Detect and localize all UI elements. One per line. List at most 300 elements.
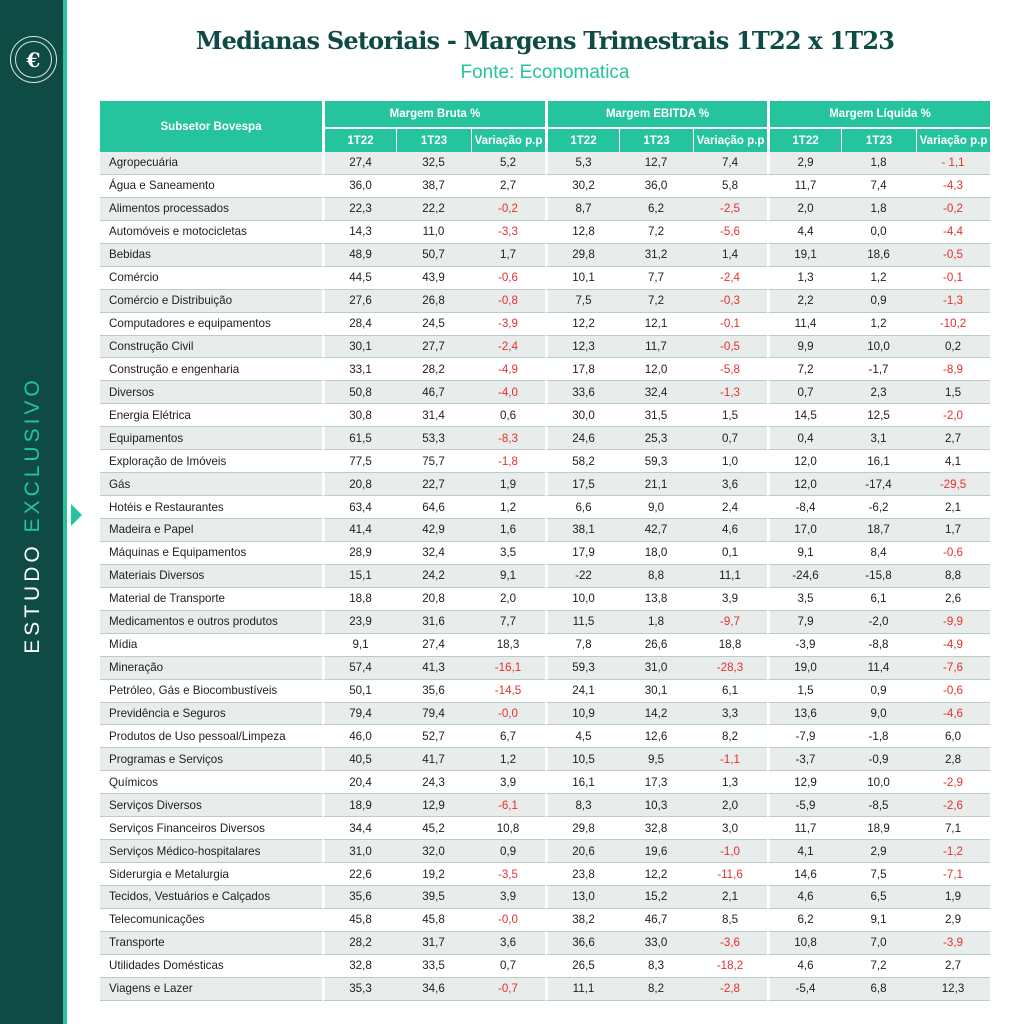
value-cell: 32,4 <box>396 542 471 565</box>
value-cell: -5,9 <box>767 794 841 817</box>
variation-cell: -8,9 <box>916 358 990 381</box>
value-cell: 12,5 <box>841 404 916 427</box>
table-row <box>100 634 990 657</box>
value-cell: 6,1 <box>841 588 916 611</box>
variation-cell: 1,5 <box>693 404 767 427</box>
value-cell: 8,2 <box>619 978 693 1001</box>
variation-cell: 6,0 <box>916 725 990 748</box>
value-cell: 50,8 <box>322 381 396 404</box>
sector-name-cell: Mineração <box>100 657 322 680</box>
value-cell: 27,7 <box>396 336 471 359</box>
variation-cell: 2,6 <box>916 588 990 611</box>
table-row <box>100 886 990 909</box>
value-cell: 3,5 <box>767 588 841 611</box>
value-cell: 28,2 <box>396 358 471 381</box>
variation-cell: 1,3 <box>693 771 767 794</box>
value-cell: 36,6 <box>545 932 619 955</box>
value-cell: 59,3 <box>619 450 693 473</box>
variation-cell: -4,6 <box>916 703 990 726</box>
variation-cell: -2,9 <box>916 771 990 794</box>
table-row <box>100 244 990 267</box>
variation-cell: 0,7 <box>471 955 545 978</box>
value-cell: 1,5 <box>767 680 841 703</box>
value-cell: 58,2 <box>545 450 619 473</box>
variation-cell: -2,4 <box>471 336 545 359</box>
variation-cell: 3,6 <box>471 932 545 955</box>
variation-cell: -1,0 <box>693 840 767 863</box>
table-row <box>100 175 990 198</box>
sector-name-cell: Água e Saneamento <box>100 175 322 198</box>
value-cell: 22,3 <box>322 198 396 221</box>
table-body <box>100 152 990 1001</box>
variation-cell: 0,2 <box>916 336 990 359</box>
value-cell: 10,5 <box>545 748 619 771</box>
value-cell: 43,9 <box>396 267 471 290</box>
value-cell: 30,0 <box>545 404 619 427</box>
value-cell: 18,9 <box>322 794 396 817</box>
variation-cell: 6,7 <box>471 725 545 748</box>
variation-cell: 0,6 <box>471 404 545 427</box>
variation-cell: 1,2 <box>471 748 545 771</box>
value-cell: -8,5 <box>841 794 916 817</box>
variation-cell: 0,9 <box>471 840 545 863</box>
variation-cell: 5,2 <box>471 152 545 175</box>
variation-cell: 2,7 <box>471 175 545 198</box>
table-row <box>100 978 990 1001</box>
value-cell: 4,6 <box>767 886 841 909</box>
value-cell: 5,3 <box>545 152 619 175</box>
value-cell: 24,5 <box>396 313 471 336</box>
value-cell: 6,5 <box>841 886 916 909</box>
value-cell: 9,0 <box>619 496 693 519</box>
sector-name-cell: Medicamentos e outros produtos <box>100 611 322 634</box>
sector-name-cell: Exploração de Imóveis <box>100 450 322 473</box>
value-cell: 13,8 <box>619 588 693 611</box>
value-cell: 34,6 <box>396 978 471 1001</box>
value-cell: 30,1 <box>322 336 396 359</box>
variation-cell: -0,6 <box>916 680 990 703</box>
value-cell: 19,2 <box>396 863 471 886</box>
value-cell: 36,0 <box>619 175 693 198</box>
variation-cell: -0,1 <box>916 267 990 290</box>
variation-cell: -2,8 <box>693 978 767 1001</box>
value-cell: -3,9 <box>767 634 841 657</box>
sector-name-cell: Hotéis e Restaurantes <box>100 496 322 519</box>
table-row <box>100 794 990 817</box>
variation-cell: -0,0 <box>471 909 545 932</box>
value-cell: 12,0 <box>767 473 841 496</box>
table-row <box>100 909 990 932</box>
variation-cell: 12,3 <box>916 978 990 1001</box>
table-row <box>100 336 990 359</box>
sector-name-cell: Bebidas <box>100 244 322 267</box>
variation-cell: 5,8 <box>693 175 767 198</box>
variation-cell: -2,4 <box>693 267 767 290</box>
variation-cell: 2,0 <box>693 794 767 817</box>
col-header: 1T23 <box>619 127 693 152</box>
value-cell: 29,8 <box>545 244 619 267</box>
table-row <box>100 725 990 748</box>
value-cell: 45,8 <box>322 909 396 932</box>
value-cell: 12,6 <box>619 725 693 748</box>
sector-name-cell: Produtos de Uso pessoal/Limpeza <box>100 725 322 748</box>
sector-name-cell: Programas e Serviços <box>100 748 322 771</box>
value-cell: 52,7 <box>396 725 471 748</box>
variation-cell: 2,0 <box>471 588 545 611</box>
variation-cell: -6,1 <box>471 794 545 817</box>
value-cell: 10,8 <box>767 932 841 955</box>
variation-cell: -4,0 <box>471 381 545 404</box>
variation-cell: 1,4 <box>693 244 767 267</box>
value-cell: 10,9 <box>545 703 619 726</box>
sector-name-cell: Computadores e equipamentos <box>100 313 322 336</box>
value-cell: 10,1 <box>545 267 619 290</box>
variation-cell: -2,0 <box>916 404 990 427</box>
variation-cell: 18,3 <box>471 634 545 657</box>
variation-cell: 1,7 <box>916 519 990 542</box>
value-cell: 31,6 <box>396 611 471 634</box>
value-cell: 11,7 <box>767 817 841 840</box>
sector-name-cell: Agropecuária <box>100 152 322 175</box>
brand-logo <box>10 36 57 83</box>
value-cell: 33,6 <box>545 381 619 404</box>
value-cell: 8,3 <box>619 955 693 978</box>
value-cell: 12,9 <box>767 771 841 794</box>
sector-name-cell: Siderurgia e Metalurgia <box>100 863 322 886</box>
sidebar-label-main: ESTUDO <box>21 532 44 654</box>
value-cell: 7,0 <box>841 932 916 955</box>
margins-table <box>100 101 990 1001</box>
sector-name-cell: Construção e engenharia <box>100 358 322 381</box>
col-header: 1T22 <box>767 127 841 152</box>
value-cell: 30,1 <box>619 680 693 703</box>
value-cell: 7,2 <box>619 221 693 244</box>
sector-name-cell: Viagens e Lazer <box>100 978 322 1001</box>
value-cell: 12,7 <box>619 152 693 175</box>
value-cell: 2,9 <box>841 840 916 863</box>
value-cell: 7,5 <box>841 863 916 886</box>
sidebar-arrow-icon <box>71 504 82 526</box>
value-cell: 14,2 <box>619 703 693 726</box>
value-cell: 32,0 <box>396 840 471 863</box>
variation-cell: 3,9 <box>471 771 545 794</box>
variation-cell: 0,7 <box>693 427 767 450</box>
col-header: 1T23 <box>841 127 916 152</box>
variation-cell: 2,7 <box>916 427 990 450</box>
sidebar <box>0 0 67 1024</box>
table-row <box>100 680 990 703</box>
variation-cell: 9,1 <box>471 565 545 588</box>
variation-cell: 3,3 <box>693 703 767 726</box>
value-cell: 27,4 <box>396 634 471 657</box>
sector-name-cell: Gás <box>100 473 322 496</box>
page-title: Medianas Setoriais - Margens Trimestrais 1T22 x 1T23 <box>195 26 895 55</box>
value-cell: 45,2 <box>396 817 471 840</box>
value-cell: 41,7 <box>396 748 471 771</box>
variation-cell: -0,3 <box>693 290 767 313</box>
variation-cell: -3,3 <box>471 221 545 244</box>
value-cell: 12,3 <box>545 336 619 359</box>
variation-cell: 1,9 <box>471 473 545 496</box>
variation-cell: 3,5 <box>471 542 545 565</box>
value-cell: 1,8 <box>619 611 693 634</box>
sector-name-cell: Utilidades Domésticas <box>100 955 322 978</box>
value-cell: 11,1 <box>545 978 619 1001</box>
value-cell: 0,0 <box>841 221 916 244</box>
value-cell: 9,1 <box>322 634 396 657</box>
value-cell: 12,2 <box>545 313 619 336</box>
value-cell: 24,6 <box>545 427 619 450</box>
value-cell: 29,8 <box>545 817 619 840</box>
value-cell: 7,9 <box>767 611 841 634</box>
sector-name-cell: Material de Transporte <box>100 588 322 611</box>
value-cell: 17,5 <box>545 473 619 496</box>
sector-name-cell: Comércio e Distribuição <box>100 290 322 313</box>
table-row <box>100 473 990 496</box>
value-cell: -6,2 <box>841 496 916 519</box>
variation-cell: 2,8 <box>916 748 990 771</box>
value-cell: 12,0 <box>619 358 693 381</box>
variation-cell: 8,5 <box>693 909 767 932</box>
value-cell: 10,0 <box>841 771 916 794</box>
variation-cell: -4,9 <box>471 358 545 381</box>
value-cell: 6,8 <box>841 978 916 1001</box>
sector-name-cell: Transporte <box>100 932 322 955</box>
value-cell: 1,8 <box>841 152 916 175</box>
value-cell: 7,4 <box>841 175 916 198</box>
value-cell: 20,4 <box>322 771 396 794</box>
value-cell: 17,0 <box>767 519 841 542</box>
value-cell: 26,8 <box>396 290 471 313</box>
value-cell: 31,4 <box>396 404 471 427</box>
value-cell: 31,0 <box>322 840 396 863</box>
variation-cell: -18,2 <box>693 955 767 978</box>
variation-cell: -29,5 <box>916 473 990 496</box>
variation-cell: -3,9 <box>471 313 545 336</box>
variation-cell: -7,6 <box>916 657 990 680</box>
value-cell: 13,6 <box>767 703 841 726</box>
value-cell: 26,5 <box>545 955 619 978</box>
value-cell: 16,1 <box>841 450 916 473</box>
variation-cell: -16,1 <box>471 657 545 680</box>
value-cell: 11,0 <box>396 221 471 244</box>
value-cell: 31,2 <box>619 244 693 267</box>
variation-cell: -1,1 <box>693 748 767 771</box>
variation-cell: -0,2 <box>471 198 545 221</box>
value-cell: 32,5 <box>396 152 471 175</box>
value-cell: 15,1 <box>322 565 396 588</box>
value-cell: 38,1 <box>545 519 619 542</box>
value-cell: 44,5 <box>322 267 396 290</box>
value-cell: 0,7 <box>767 381 841 404</box>
table-row <box>100 427 990 450</box>
variation-cell: -2,6 <box>916 794 990 817</box>
sector-name-cell: Energia Elétrica <box>100 404 322 427</box>
value-cell: 7,2 <box>767 358 841 381</box>
group-header-ebitda: Margem EBITDA % <box>545 101 767 127</box>
variation-cell: 3,9 <box>693 588 767 611</box>
value-cell: 2,3 <box>841 381 916 404</box>
sector-name-cell: Máquinas e Equipamentos <box>100 542 322 565</box>
variation-cell: 1,5 <box>916 381 990 404</box>
variation-cell: -0,5 <box>693 336 767 359</box>
value-cell: 22,7 <box>396 473 471 496</box>
value-cell: 15,2 <box>619 886 693 909</box>
value-cell: 23,8 <box>545 863 619 886</box>
table-row <box>100 198 990 221</box>
variation-cell: -2,5 <box>693 198 767 221</box>
value-cell: 3,1 <box>841 427 916 450</box>
value-cell: 19,1 <box>767 244 841 267</box>
value-cell: 38,7 <box>396 175 471 198</box>
value-cell: 0,9 <box>841 290 916 313</box>
variation-cell: -11,6 <box>693 863 767 886</box>
value-cell: 22,6 <box>322 863 396 886</box>
value-cell: 9,1 <box>841 909 916 932</box>
value-cell: 79,4 <box>322 703 396 726</box>
value-cell: 50,1 <box>322 680 396 703</box>
value-cell: 4,5 <box>545 725 619 748</box>
variation-cell: 4,1 <box>916 450 990 473</box>
table-row <box>100 932 990 955</box>
value-cell: 20,6 <box>545 840 619 863</box>
value-cell: 12,9 <box>396 794 471 817</box>
value-cell: 7,2 <box>841 955 916 978</box>
value-cell: 31,0 <box>619 657 693 680</box>
variation-cell: 1,7 <box>471 244 545 267</box>
variation-cell: -7,1 <box>916 863 990 886</box>
sector-name-cell: Químicos <box>100 771 322 794</box>
value-cell: 57,4 <box>322 657 396 680</box>
value-cell: 10,0 <box>841 336 916 359</box>
value-cell: 19,0 <box>767 657 841 680</box>
value-cell: 21,1 <box>619 473 693 496</box>
euro-icon: € <box>15 41 52 78</box>
value-cell: 46,7 <box>619 909 693 932</box>
variation-cell: 6,1 <box>693 680 767 703</box>
value-cell: 61,5 <box>322 427 396 450</box>
value-cell: 11,7 <box>619 336 693 359</box>
variation-cell: -0,5 <box>916 244 990 267</box>
value-cell: 17,3 <box>619 771 693 794</box>
value-cell: 25,3 <box>619 427 693 450</box>
sector-header: Subsetor Bovespa <box>100 101 322 152</box>
table-row <box>100 703 990 726</box>
value-cell: 0,4 <box>767 427 841 450</box>
variation-cell: -0,1 <box>693 313 767 336</box>
variation-cell: -9,7 <box>693 611 767 634</box>
value-cell: 14,6 <box>767 863 841 886</box>
value-cell: 46,7 <box>396 381 471 404</box>
value-cell: 7,7 <box>619 267 693 290</box>
variation-cell: -4,9 <box>916 634 990 657</box>
variation-cell: 7,1 <box>916 817 990 840</box>
value-cell: 6,2 <box>767 909 841 932</box>
variation-cell: -0,0 <box>471 703 545 726</box>
sector-name-cell: Telecomunicações <box>100 909 322 932</box>
value-cell: 12,8 <box>545 221 619 244</box>
page-subtitle: Fonte: Economatica <box>460 62 630 83</box>
value-cell: 34,4 <box>322 817 396 840</box>
variation-cell: 2,4 <box>693 496 767 519</box>
value-cell: 7,5 <box>545 290 619 313</box>
variation-cell: -10,2 <box>916 313 990 336</box>
value-cell: 63,4 <box>322 496 396 519</box>
col-header: 1T23 <box>396 127 471 152</box>
sector-name-cell: Madeira e Papel <box>100 519 322 542</box>
value-cell: 14,5 <box>767 404 841 427</box>
value-cell: 46,0 <box>322 725 396 748</box>
variation-cell: 7,4 <box>693 152 767 175</box>
value-cell: 28,2 <box>322 932 396 955</box>
value-cell: 11,5 <box>545 611 619 634</box>
table-row <box>100 221 990 244</box>
variation-cell: 8,8 <box>916 565 990 588</box>
table-row <box>100 381 990 404</box>
col-header: 1T22 <box>322 127 396 152</box>
value-cell: 33,5 <box>396 955 471 978</box>
sidebar-label <box>21 376 45 654</box>
value-cell: 12,1 <box>619 313 693 336</box>
sector-name-cell: Tecidos, Vestuários e Calçados <box>100 886 322 909</box>
sector-name-cell: Serviços Diversos <box>100 794 322 817</box>
value-cell: 1,2 <box>841 313 916 336</box>
value-cell: -5,4 <box>767 978 841 1001</box>
value-cell: 0,9 <box>841 680 916 703</box>
table-row <box>100 267 990 290</box>
variation-cell: 18,8 <box>693 634 767 657</box>
variation-cell: -0,8 <box>471 290 545 313</box>
value-cell: 48,9 <box>322 244 396 267</box>
variation-cell: 1,9 <box>916 886 990 909</box>
value-cell: 35,6 <box>322 886 396 909</box>
sector-name-cell: Comércio <box>100 267 322 290</box>
variation-cell: 7,7 <box>471 611 545 634</box>
value-cell: -1,8 <box>841 725 916 748</box>
value-cell: 17,9 <box>545 542 619 565</box>
value-cell: 7,8 <box>545 634 619 657</box>
variation-cell: 10,8 <box>471 817 545 840</box>
variation-cell: -1,2 <box>916 840 990 863</box>
table-row <box>100 657 990 680</box>
sector-name-cell: Construção Civil <box>100 336 322 359</box>
value-cell: 45,8 <box>396 909 471 932</box>
value-cell: 77,5 <box>322 450 396 473</box>
value-cell: 27,4 <box>322 152 396 175</box>
table-row <box>100 748 990 771</box>
value-cell: 4,1 <box>767 840 841 863</box>
value-cell: 32,8 <box>322 955 396 978</box>
variation-cell: 1,2 <box>471 496 545 519</box>
variation-cell: -14,5 <box>471 680 545 703</box>
table-row <box>100 840 990 863</box>
variation-cell: 3,6 <box>693 473 767 496</box>
value-cell: 1,8 <box>841 198 916 221</box>
value-cell: 40,5 <box>322 748 396 771</box>
value-cell: 23,9 <box>322 611 396 634</box>
value-cell: 18,0 <box>619 542 693 565</box>
variation-cell: -1,8 <box>471 450 545 473</box>
group-header-liquida: Margem Líquida % <box>767 101 990 127</box>
value-cell: 24,1 <box>545 680 619 703</box>
value-cell: -0,9 <box>841 748 916 771</box>
value-cell: 50,7 <box>396 244 471 267</box>
value-cell: 10,0 <box>545 588 619 611</box>
sector-name-cell: Petróleo, Gás e Biocombustíveis <box>100 680 322 703</box>
table-row <box>100 565 990 588</box>
variation-cell: -0,6 <box>916 542 990 565</box>
table-row <box>100 542 990 565</box>
